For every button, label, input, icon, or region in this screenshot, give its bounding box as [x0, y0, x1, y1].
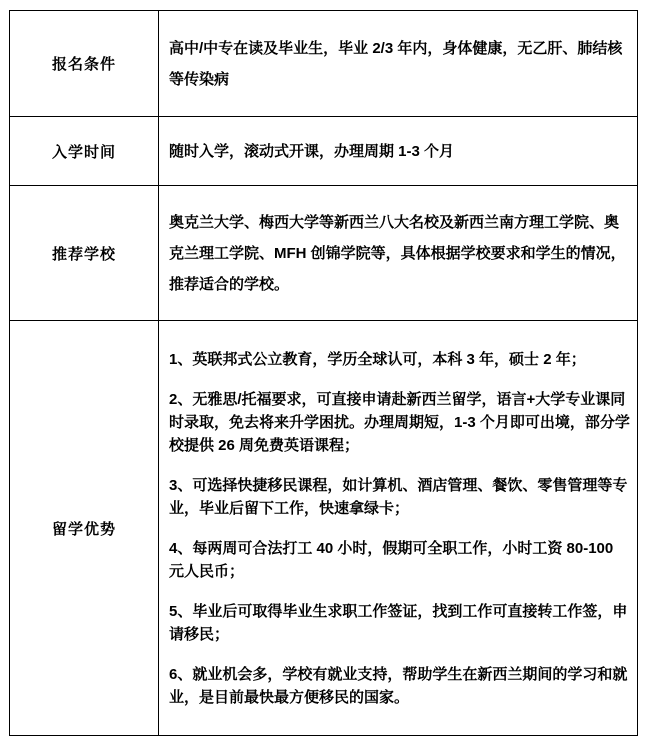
content-paragraph: 高中/中专在读及毕业生，毕业 2/3 年内，身体健康，无乙肝、肺结核等传染病 [169, 39, 623, 88]
content-paragraph: 奥克兰大学、梅西大学等新西兰八大名校及新西兰南方理工学院、奥克兰理工学院、MFH 创锦学院等，具体根据学校要求和学生的情况，推荐适合的学校。 [169, 213, 626, 293]
table-row-enrollment-time [10, 117, 638, 186]
row-content-study-advantages [159, 321, 638, 736]
content-paragraph-advantage-1: 1、英联邦式公立教育，学历全球认可，本科 3 年，硕士 2 年； [169, 350, 586, 368]
row-content-application-requirements [159, 11, 638, 117]
content-paragraph-advantage-4: 4、每两周可合法打工 40 小时，假期可全职工作，小时工资 80-100 元人民币； [169, 539, 614, 580]
table-row-study-advantages [10, 321, 638, 736]
row-label-study-advantages: 留学优势 [10, 321, 159, 736]
content-paragraph-advantage-3: 3、可选择快捷移民课程，如计算机、酒店管理、餐饮、零售管理等专业，毕业后留下工作，快速拿绿卡； [169, 476, 628, 517]
content-paragraph-advantage-5: 5、毕业后可取得毕业生求职工作签证，找到工作可直接转工作签，申请移民； [169, 602, 628, 643]
table-row-recommended-schools [10, 186, 638, 321]
row-content-enrollment-time [159, 117, 638, 186]
study-abroad-info-table [9, 10, 638, 736]
content-paragraph-advantage-2: 2、无雅思/托福要求，可直接申请赴新西兰留学，语言+大学专业课同时录取，免去将来升学困扰。办理周期短，1-3 个月即可出境，部分学校提供 26 周免费英语课程； [169, 390, 630, 454]
content-paragraph: 随时入学，滚动式开课，办理周期 1-3 个月 [169, 142, 455, 160]
table-row-application-requirements [10, 11, 638, 117]
row-label-application-requirements: 报名条件 [10, 11, 159, 117]
row-label-enrollment-time: 入学时间 [10, 117, 159, 186]
content-paragraph-advantage-6: 6、就业机会多，学校有就业支持，帮助学生在新西兰期间的学习和就业，是目前最快最方便移民的国家。 [169, 665, 628, 706]
row-label-recommended-schools: 推荐学校 [10, 186, 159, 321]
row-content-recommended-schools [159, 186, 638, 321]
